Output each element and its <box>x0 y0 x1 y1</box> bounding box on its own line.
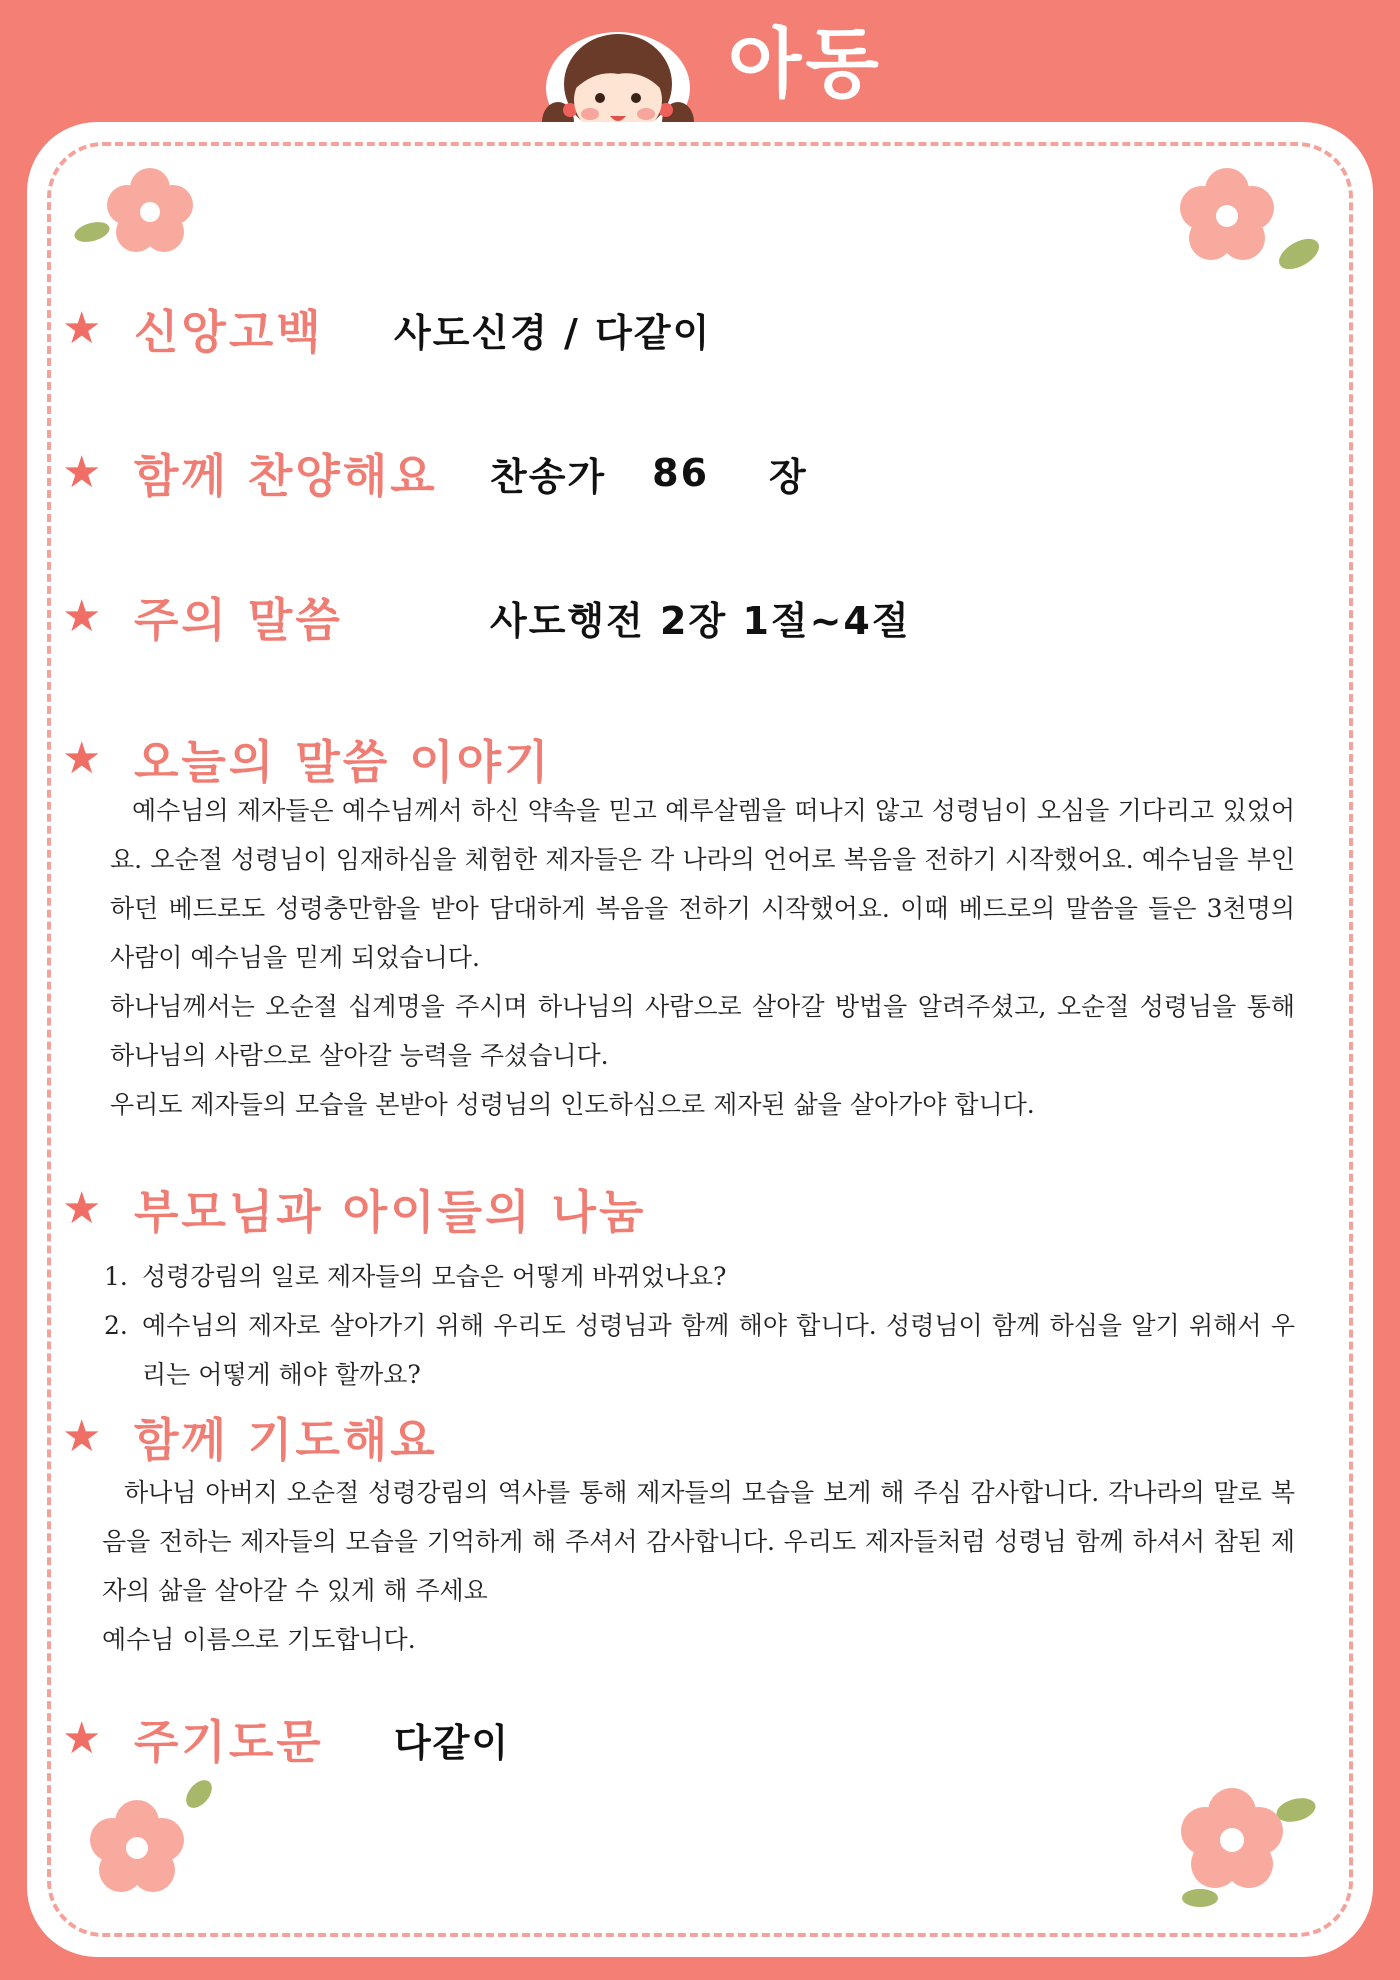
star-icon: ★ <box>62 303 102 354</box>
question-text: 성령강림의 일로 제자들의 모습은 어떻게 바뀌었나요? <box>142 1262 727 1291</box>
story-paragraph: 하나님께서는 오순절 십계명을 주시며 하나님의 사람으로 살아갈 방법을 알려주셨고, 오순절 성령님을 통해 하나님의 사람으로 살아갈 능력을 주셨습니다. <box>110 992 1295 1070</box>
list-item <box>104 1252 1295 1301</box>
hymn-unit: 장 <box>769 454 808 499</box>
sharing-title: 부모님과 아이들의 나눔 <box>134 1185 647 1239</box>
question-text: 예수님의 제자로 살아가기 위해 우리도 성령님과 함께 해야 합니다. 성령님이 함께 하심을 알기 위해서 우리는 어떻게 해야 할까요? <box>142 1311 1295 1389</box>
hymn-label: 찬송가 <box>490 454 607 499</box>
question-number: 2. <box>104 1311 128 1340</box>
story-text <box>110 786 1295 1129</box>
star-icon: ★ <box>62 591 102 642</box>
star-icon: ★ <box>62 733 102 784</box>
section-story-heading <box>62 726 1338 792</box>
section-prayer-heading <box>62 1404 1338 1470</box>
flower-icon <box>1165 160 1325 280</box>
story-paragraph: 우리도 제자들의 모습을 본받아 성령님의 인도하심으로 제자된 삶을 살아가야 합니다. <box>110 1090 1035 1119</box>
lords-prayer-value: 다같이 <box>394 1720 511 1765</box>
flower-icon <box>75 1770 225 1910</box>
lords-prayer-title: 주기도문 <box>134 1715 324 1769</box>
section-creed <box>62 296 1338 362</box>
story-title: 오늘의 말씀 이야기 <box>134 735 552 789</box>
flower-icon <box>1140 1770 1330 1920</box>
sharing-questions <box>104 1252 1295 1399</box>
star-icon: ★ <box>62 1411 102 1462</box>
creed-title: 신앙고백 <box>134 305 324 359</box>
section-hymn <box>62 440 1338 506</box>
scripture-value: 사도행전 2장 1절~4절 <box>490 598 911 643</box>
creed-value: 사도신경 / 다같이 <box>394 310 712 355</box>
prayer-title: 함께 기도해요 <box>134 1413 438 1467</box>
page-title: 아동 <box>728 19 883 108</box>
scripture-title: 주의 말씀 <box>134 593 343 647</box>
story-paragraph: 예수님의 제자들은 예수님께서 하신 약속을 믿고 예루살렘을 떠나지 않고 성령님이 오심을 기다리고 있었어요. 오순절 성령님이 임재하심을 체험한 제자들은 각 나라의 언어로 복음을 전하기 시작했어요. 예수님을 부인하던 베드로도 성령충만함을 받아 담대하게 복음을 전하기 시작했어요. 이때 베드로의 말씀을 들은 3천명의 사람이 예수님을 믿게 되었습니다. <box>110 796 1295 972</box>
prayer-paragraph: 하나님 아버지 오순절 성령강림의 역사를 통해 제자들의 모습을 보게 해 주심 감사합니다. 각나라의 말로 복음을 전하는 제자들의 모습을 기억하게 해 주셔서 감사합니다. 우리도 제자들처럼 성령님 함께 하셔서 참된 제자의 삶을 살아갈 수 있게 해 주세요 <box>102 1478 1295 1605</box>
star-icon: ★ <box>62 447 102 498</box>
hymn-number: 86 <box>652 451 710 495</box>
hymn-title: 함께 찬양해요 <box>134 449 438 503</box>
list-item <box>104 1301 1295 1399</box>
prayer-paragraph: 예수님 이름으로 기도합니다. <box>102 1625 416 1654</box>
flower-icon <box>70 160 200 270</box>
question-number: 1. <box>104 1262 128 1291</box>
section-scripture <box>62 584 1338 650</box>
section-sharing-heading <box>62 1176 1338 1242</box>
star-icon: ★ <box>62 1183 102 1234</box>
section-lords-prayer <box>62 1706 1338 1772</box>
star-icon: ★ <box>62 1713 102 1764</box>
prayer-text <box>102 1468 1295 1664</box>
